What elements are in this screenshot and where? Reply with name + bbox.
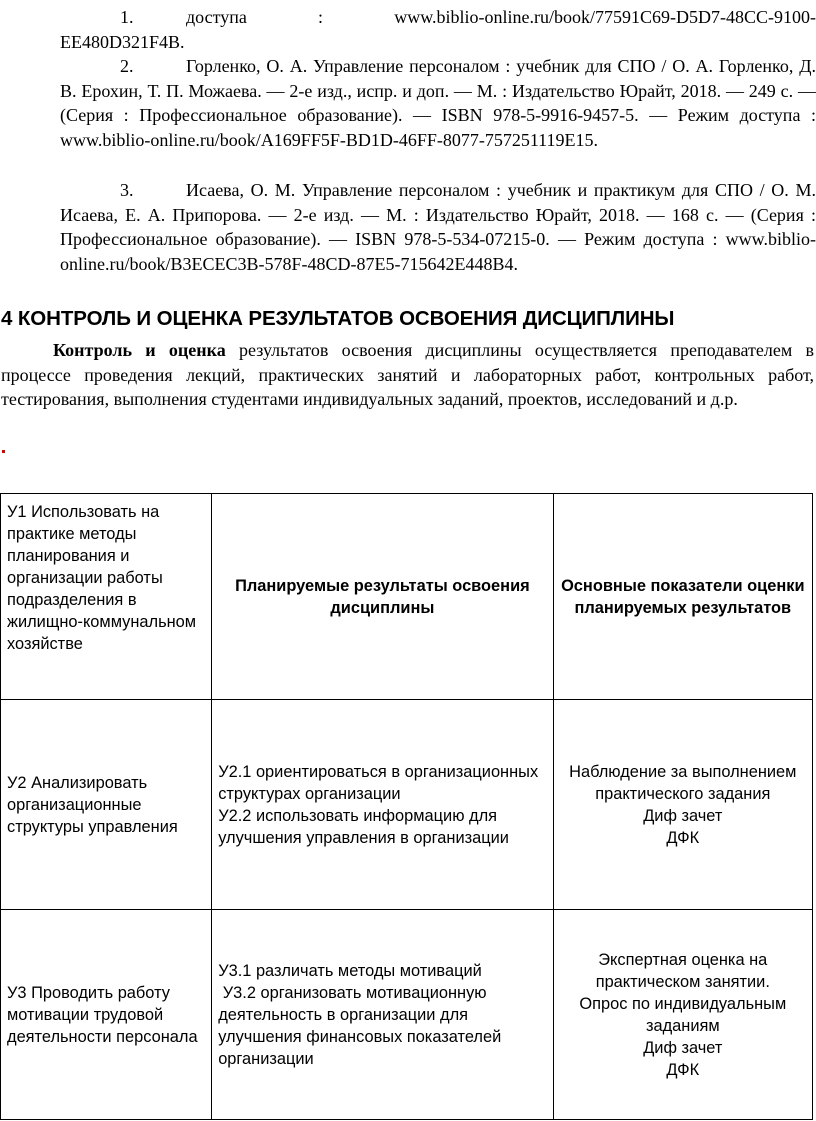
table-cell-skill: У3 Проводить работу мотивации трудовой деятельности персонала bbox=[1, 910, 212, 1120]
result-item: У3.2 организовать мотивационную деятельность в организации для улучшения финансовых показателей организации bbox=[218, 983, 506, 1068]
indicator-item: Диф зачет bbox=[643, 806, 723, 825]
reference-line bbox=[60, 5, 816, 30]
indicator-item: Опрос по индивидуальным заданиям bbox=[579, 994, 787, 1035]
indicator-item: ДФК bbox=[666, 1060, 700, 1079]
reference-item bbox=[60, 178, 816, 276]
table-header-indicators: Основные показатели оценки планируемых результатов bbox=[553, 494, 812, 700]
section-heading: 4 КОНТРОЛЬ И ОЦЕНКА РЕЗУЛЬТАТОВ ОСВОЕНИЯ ДИСЦИПЛИНЫ bbox=[1, 307, 675, 330]
table-row bbox=[1, 700, 813, 910]
paragraph-lead: Контроль и оценка bbox=[53, 340, 226, 360]
reference-number: 2. bbox=[120, 56, 134, 76]
reference-number: 1. bbox=[120, 7, 134, 27]
reference-text: Исаева, О. М. Управление персоналом : учебник и практикум для СПО / О. М. Исаева, Е. А. Припорова. — 2-е изд. — М. : Издательство Юрайт, 2018. — 168 с. — (Серия : Профессиональное образование). — ISBN 978-5-534-07215-0. — Режим доступа : www.biblio-online.ru/book/B3ECEC3B-578F-48CD-87E5-715642E448B4. bbox=[60, 180, 816, 274]
red-marker bbox=[2, 450, 5, 453]
indicator-item: Наблюдение за выполнением практического задания bbox=[569, 762, 797, 803]
reference-text: EE480D321F4B. bbox=[60, 31, 185, 52]
table-header-row bbox=[1, 494, 813, 700]
table-cell-indicators bbox=[553, 700, 812, 910]
table-header-results: Планируемые результаты освоения дисциплины bbox=[212, 494, 553, 700]
indicator-item: ДФК bbox=[666, 828, 700, 847]
table-cell-results bbox=[212, 910, 553, 1120]
body-paragraph bbox=[1, 338, 814, 412]
reference-item bbox=[60, 54, 816, 152]
result-item: У3.1 различать методы мотиваций bbox=[218, 961, 482, 980]
indicator-item: Экспертная оценка на практическом занятии. bbox=[595, 950, 770, 991]
reference-text: доступа : www.biblio-online.ru/book/77591C69-D5D7-48CC-9100- bbox=[186, 7, 816, 27]
paragraph-text: результатов освоения дисциплины осуществляется преподавателем в процессе проведения лекций, практических занятий и лабораторных работ, контрольных работ, тестирования, выполнения студентами индивидуальных заданий, проектов, исследований и д.р. bbox=[1, 340, 814, 409]
table-row bbox=[1, 910, 813, 1120]
indicator-item: Диф зачет bbox=[643, 1038, 723, 1057]
reference-text: Горленко, О. А. Управление персоналом : учебник для СПО / О. А. Горленко, Д. В. Ерохин, Т. П. Можаева. — 2-е изд., испр. и доп. — М. : Издательство Юрайт, 2018. — 249 с. — (Серия : Профессиональное образование). — ISBN 978-5-9916-9457-5. — Режим доступа : www.biblio-online.ru/book/A169FF5F-BD1D-46FF-8077-757251119E15. bbox=[60, 56, 816, 150]
table-cell-results bbox=[212, 700, 553, 910]
reference-item bbox=[60, 5, 816, 54]
table-cell-skill: У2 Анализировать организационные структуры управления bbox=[1, 700, 212, 910]
results-table bbox=[0, 493, 813, 1120]
reference-number: 3. bbox=[120, 180, 134, 200]
table-cell-indicators bbox=[553, 910, 812, 1120]
result-item: У2.2 использовать информацию для улучшения управления в организации bbox=[218, 806, 509, 847]
table-cell-skill: У1 Использовать на практике методы планирования и организации работы подразделения в жилищно-коммунальном хозяйстве bbox=[1, 494, 212, 700]
result-item: У2.1 ориентироваться в организационных структурах организации bbox=[218, 762, 539, 803]
